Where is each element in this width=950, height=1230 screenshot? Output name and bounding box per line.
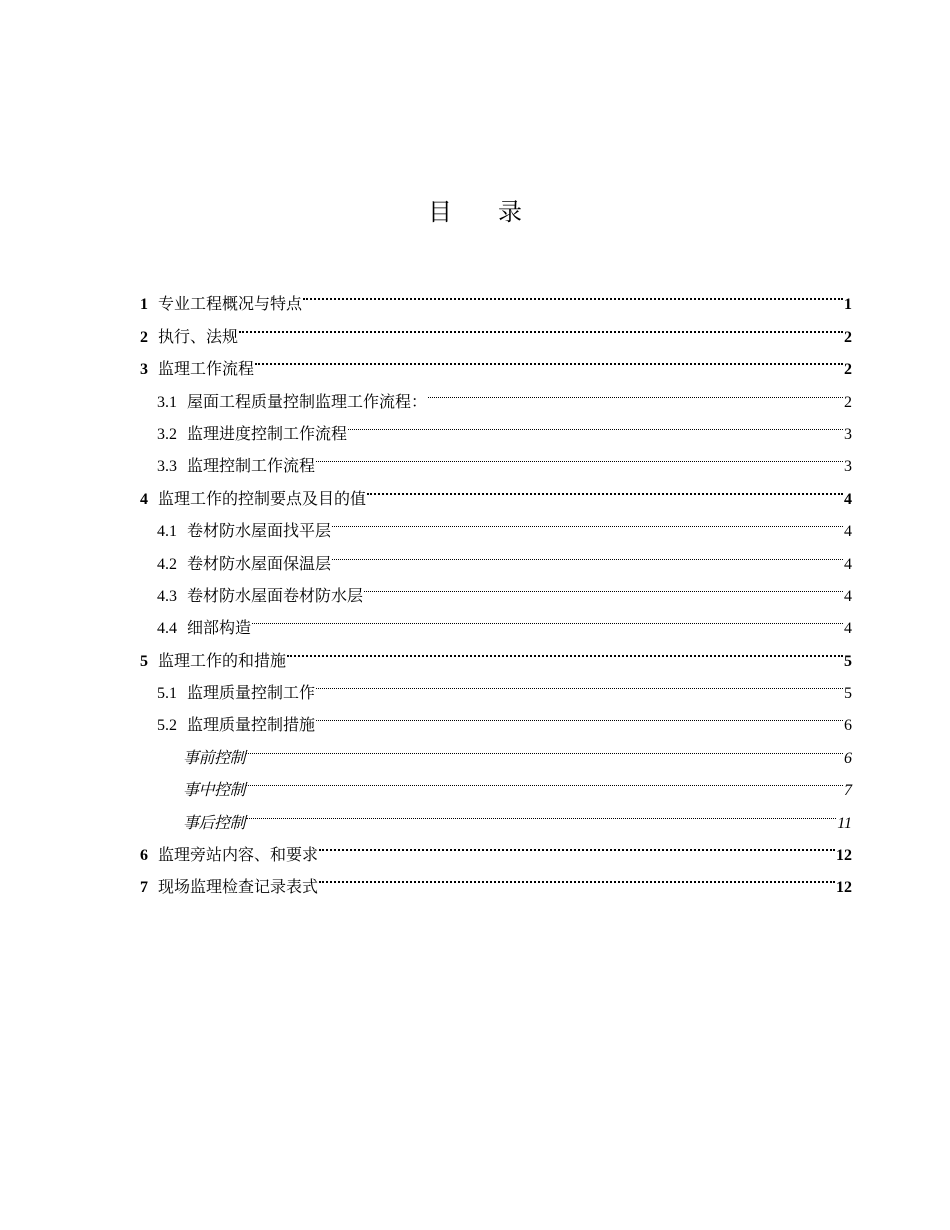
toc-entry-number: 7 [140, 879, 148, 897]
toc-entry-label: 屋面工程质量控制监理工作流程： [187, 391, 428, 411]
toc-dot-leader [239, 309, 843, 341]
toc-entry-label: 监理质量控制工作 [187, 683, 316, 703]
toc-dot-leader [332, 504, 843, 536]
toc-dot-leader [246, 730, 843, 762]
toc-entry-page-number: 11 [837, 814, 852, 832]
toc-entry-page-number: 12 [836, 879, 852, 897]
toc-entry-label: 卷材防水屋面找平层 [187, 521, 332, 541]
toc-entry-number: 5.2 [157, 717, 177, 735]
toc-dot-leader [316, 439, 843, 471]
toc-entry-label: 执行、法规 [158, 326, 239, 346]
toc-entry-label: 监理质量控制措施 [187, 715, 316, 735]
toc-title [0, 192, 950, 227]
toc-entry-label: 卷材防水屋面保温层 [187, 553, 332, 573]
toc-dot-leader [287, 633, 843, 665]
toc-dot-leader [316, 666, 843, 698]
toc-dot-leader [246, 795, 836, 827]
toc-entry-number: 3.3 [157, 458, 177, 476]
toc-dot-leader [348, 407, 843, 439]
toc-entry-number: 5 [140, 652, 148, 670]
toc-entry-number: 3.2 [157, 425, 177, 443]
toc-entry-label: 监理控制工作流程 [187, 456, 316, 476]
toc-entry-number: 4.4 [157, 620, 177, 638]
toc-entry-page-number: 1 [844, 296, 852, 314]
toc-dot-leader [364, 569, 843, 601]
toc-title-char: 录 [498, 198, 522, 226]
toc-entry-label: 监理旁站内容、和要求 [158, 845, 319, 865]
toc-entry-label: 监理工作流程 [158, 359, 255, 379]
toc-entry-number: 3.1 [157, 393, 177, 411]
toc-entry-page-number: 5 [844, 685, 852, 703]
toc-entry-page-number: 5 [844, 652, 852, 670]
toc-entry[interactable] [140, 763, 852, 800]
toc-dot-leader [367, 471, 843, 503]
toc-entry-page-number: 4 [844, 620, 852, 638]
toc-entry-label: 细部构造 [187, 618, 252, 638]
toc-entry-number: 6 [140, 847, 148, 865]
toc-entry[interactable] [140, 828, 852, 865]
toc-dot-leader [332, 536, 843, 568]
toc-entry-page-number: 4 [844, 523, 852, 541]
toc-entry-page-number: 6 [844, 717, 852, 735]
toc-dot-leader [428, 374, 843, 406]
toc-entry-label: 事中控制 [183, 780, 246, 800]
toc-entry-page-number: 4 [844, 555, 852, 573]
toc-title-char: 目 [428, 198, 452, 226]
toc-entry-number: 3 [140, 361, 148, 379]
toc-entry-number: 4.2 [157, 555, 177, 573]
toc-dot-leader [255, 342, 843, 374]
toc-entry-number: 2 [140, 328, 148, 346]
toc-entry-label: 专业工程概况与特点 [158, 294, 303, 314]
toc-dot-leader [319, 828, 835, 860]
toc-entry-label: 监理工作的控制要点及目的值 [158, 488, 367, 508]
toc-entry-label: 现场监理检查记录表式 [158, 877, 319, 897]
toc-entry-page-number: 2 [844, 328, 852, 346]
toc-entry-page-number: 12 [836, 847, 852, 865]
toc-entry[interactable] [140, 795, 852, 832]
toc-entry-page-number: 4 [844, 587, 852, 605]
toc-entry-page-number: 3 [844, 458, 852, 476]
toc-entry-number: 4.1 [157, 523, 177, 541]
table-of-contents [140, 277, 852, 897]
toc-dot-leader [316, 698, 843, 730]
toc-entry-page-number: 6 [844, 749, 852, 767]
toc-entry[interactable] [140, 309, 852, 346]
toc-entry-label: 卷材防水屋面卷材防水层 [187, 585, 364, 605]
toc-dot-leader [252, 601, 843, 633]
toc-entry-label: 事后控制 [183, 812, 246, 832]
toc-entry-page-number: 4 [844, 490, 852, 508]
toc-entry-page-number: 7 [844, 782, 852, 800]
toc-entry-number: 1 [140, 296, 148, 314]
toc-entry-page-number: 2 [844, 393, 852, 411]
toc-entry-label: 事前控制 [183, 747, 246, 767]
toc-entry[interactable] [140, 730, 852, 767]
toc-entry[interactable] [140, 277, 852, 314]
toc-entry-number: 4.3 [157, 587, 177, 605]
toc-entry[interactable] [140, 342, 852, 379]
toc-entry-page-number: 2 [844, 361, 852, 379]
toc-entry-label: 监理工作的和措施 [158, 650, 287, 670]
toc-entry-number: 4 [140, 490, 148, 508]
toc-dot-leader [303, 277, 843, 309]
toc-entry-label: 监理进度控制工作流程 [187, 423, 348, 443]
toc-entry-page-number: 3 [844, 425, 852, 443]
toc-dot-leader [319, 860, 835, 892]
toc-dot-leader [246, 763, 843, 795]
toc-entry-number: 5.1 [157, 685, 177, 703]
